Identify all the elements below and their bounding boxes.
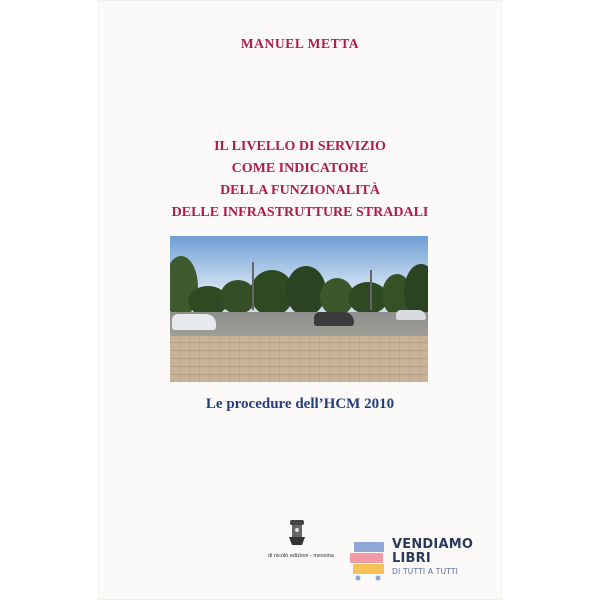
watermark-line: VENDIAMO [392,537,474,552]
title-line: COME INDICATORE [231,161,369,176]
vendiamo-libri-logo-icon [350,540,386,582]
author-name: MANUEL METTA [240,36,360,51]
photo-car [172,314,216,330]
publisher-name: di nicolò edizioni - messina [268,553,334,559]
watermark-line: LIBRI [392,551,431,566]
title-line: IL LIVELLO DI SERVIZIO [214,139,386,154]
photo-car [396,310,426,320]
book-title [98,136,502,224]
title-line: DELLA FUNZIONALITÀ [220,183,380,198]
book-subtitle: Le procedure dell’HCM 2010 [205,396,395,412]
vendiamo-libri-watermark [392,538,473,577]
photo-trees [170,256,428,316]
watermark-tagline: DI TUTTI A TUTTI [392,567,459,576]
publisher-logo-icon [286,518,308,546]
book-cover [98,0,502,600]
cover-photo-intersection [170,236,428,382]
photo-car [314,312,354,326]
title-line: DELLE INFRASTRUTTURE STRADALI [171,205,429,220]
